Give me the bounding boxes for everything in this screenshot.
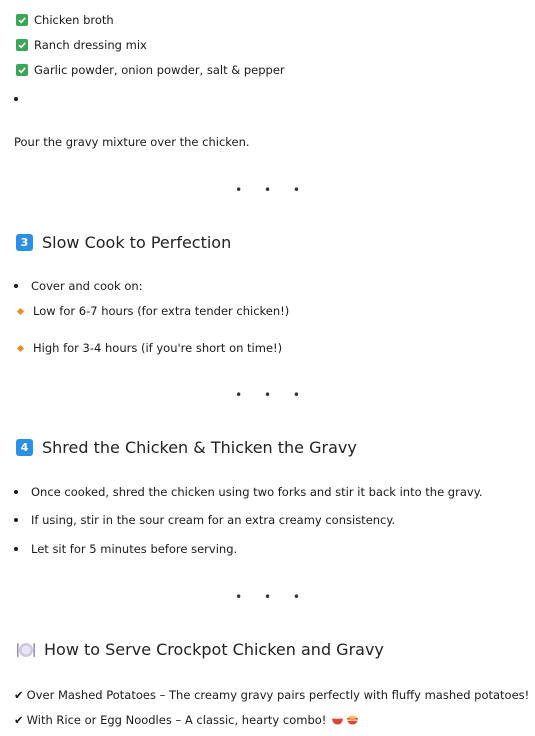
- serve-item: [14, 688, 535, 702]
- checkbox-checked-icon: [16, 64, 28, 76]
- ingredient-label: Garlic powder, onion powder, salt & pepper: [34, 63, 285, 77]
- section-separator: • • •: [235, 183, 309, 197]
- serve-heading: [16, 640, 384, 659]
- bowl-icon: [331, 714, 344, 726]
- cook-option: [18, 304, 289, 318]
- list-item-text: Cover and cook on:: [31, 279, 143, 293]
- checkbox-checked-icon: [16, 14, 28, 26]
- checkbox-checked-icon: [16, 39, 28, 51]
- bullet-icon: [14, 490, 18, 494]
- step-3-heading: [16, 233, 231, 252]
- serve-item-text: Over Mashed Potatoes – The creamy gravy pairs perfectly with fluffy mashed potatoes!: [26, 688, 530, 702]
- bowl-icon: [346, 714, 359, 726]
- serve-item-text: With Rice or Egg Noodles – A classic, hearty combo!: [26, 713, 327, 727]
- step-3-title: Slow Cook to Perfection: [42, 233, 232, 252]
- bullet-icon: [14, 518, 18, 522]
- pour-instruction: Pour the gravy mixture over the chicken.: [14, 135, 250, 149]
- ingredient-item: [16, 13, 114, 27]
- section-separator: • • •: [235, 590, 309, 604]
- list-item: [14, 485, 483, 499]
- plate-icon: [16, 641, 36, 659]
- list-item-text: Once cooked, shred the chicken using two forks and stir it back into the gravy.: [31, 485, 483, 499]
- empty-bullet: [14, 97, 18, 101]
- bullet-icon: [14, 547, 18, 551]
- cook-option-text: Low for 6-7 hours (for extra tender chicken!): [33, 304, 290, 318]
- ingredient-label: Chicken broth: [34, 13, 114, 27]
- keycap-4-icon: 4: [16, 439, 33, 456]
- step-4-heading: [16, 438, 357, 457]
- orange-diamond-icon: [17, 344, 24, 351]
- cook-option-text: High for 3-4 hours (if you're short on time!): [33, 341, 283, 355]
- ingredient-item: [16, 38, 147, 52]
- list-item: [14, 279, 143, 293]
- list-item: [14, 513, 395, 527]
- list-item-text: If using, stir in the sour cream for an extra creamy consistency.: [31, 513, 396, 527]
- step-4-title: Shred the Chicken & Thicken the Gravy: [42, 438, 357, 457]
- ingredient-item: [16, 63, 285, 77]
- check-mark-icon: ✔: [14, 688, 24, 702]
- list-item: [14, 542, 237, 556]
- orange-diamond-icon: [17, 307, 24, 314]
- list-item-text: Let sit for 5 minutes before serving.: [31, 542, 238, 556]
- cook-option: [18, 341, 282, 355]
- ingredient-label: Ranch dressing mix: [34, 38, 147, 52]
- serve-title: How to Serve Crockpot Chicken and Gravy: [44, 640, 384, 659]
- keycap-3-icon: 3: [16, 234, 33, 251]
- check-mark-icon: ✔: [14, 713, 24, 727]
- serve-item: [14, 713, 359, 727]
- section-separator: • • •: [235, 388, 309, 402]
- bullet-icon: [14, 284, 18, 288]
